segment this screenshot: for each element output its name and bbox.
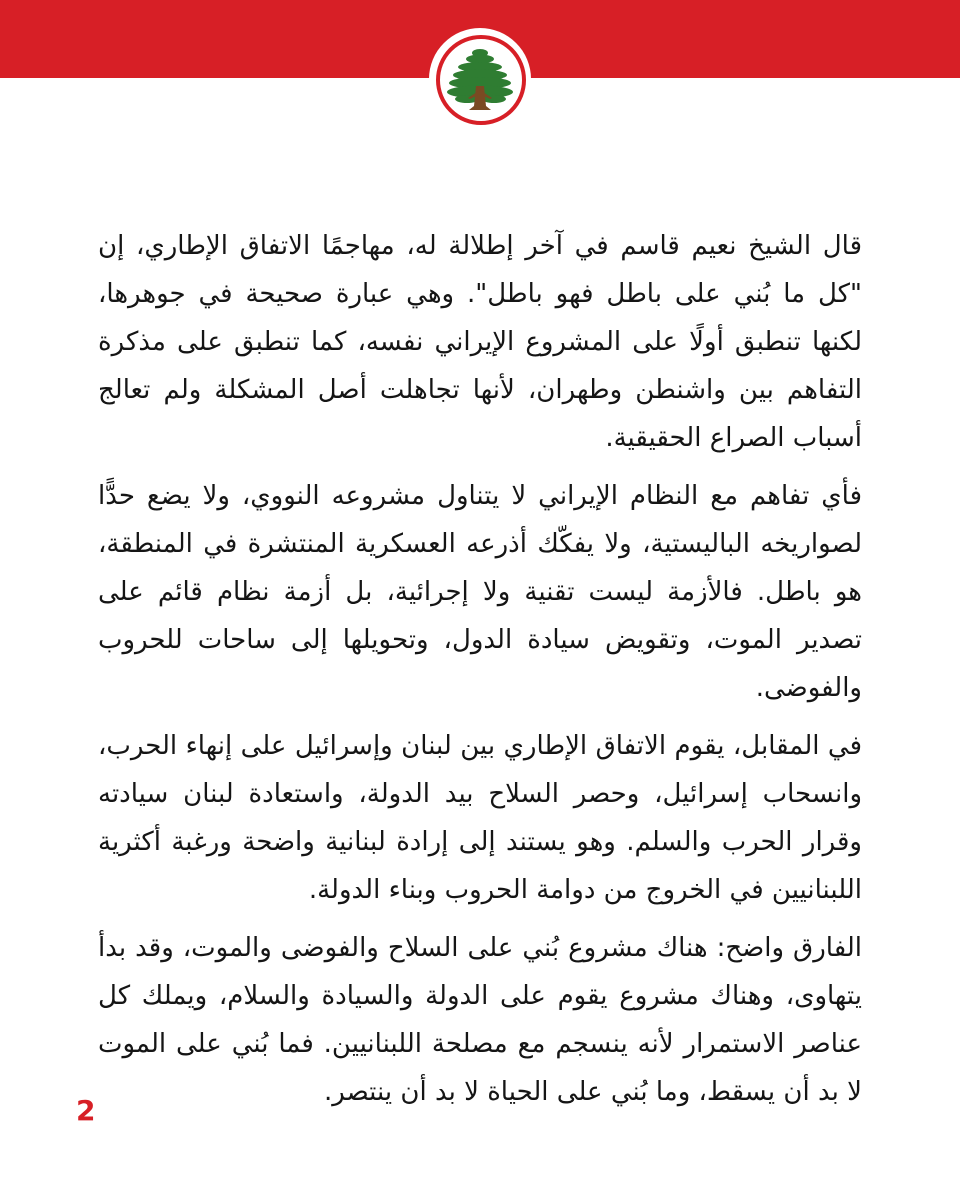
paragraph-1: قال الشيخ نعيم قاسم في آخر إطلالة له، مهاجمًا الاتفاق الإطاري، إن "كل ما بُني على باطل فهو باطل". وهي عبارة صحيحة في جوهرها، لكنها تنطبق أولًا على المشروع الإيراني نفسه، كما تنطبق على مذكرة التفاهم بين واشنطن وطهران، لأنها تجاهلت أصل المشكلة ولم تعالج أسباب الصراع الحقيقية. bbox=[98, 231, 862, 453]
paragraph-3: في المقابل، يقوم الاتفاق الإطاري بين لبنان وإسرائيل على إنهاء الحرب، وانسحاب إسرائيل، وحصر السلاح بيد الدولة، واستعادة لبنان سيادته وقرار الحرب والسلم. وهو يستند إلى إرادة لبنانية واضحة ورغبة أكثرية اللبنانيين في الخروج من دوامة الحروب وبناء الدولة. bbox=[98, 731, 862, 905]
paragraph-4: الفارق واضح: هناك مشروع بُني على السلاح والفوضى والموت، وقد بدأ يتهاوى، وهناك مشروع يقوم على الدولة والسيادة والسلام، ويملك كل عناصر الاستمرار لأنه ينسجم مع مصلحة اللبنانيين. فما بُني على الموت لا بد أن يسقط، وما بُني على الحياة لا بد أن ينتصر. bbox=[98, 933, 862, 1107]
article-body bbox=[98, 222, 862, 1126]
cedar-tree-icon bbox=[429, 28, 531, 130]
paragraph-2: فأي تفاهم مع النظام الإيراني لا يتناول مشروعه النووي، ولا يضع حدًّا لصواريخه الباليستية، ولا يفكّك أذرعه العسكرية المنتشرة في المنطقة، هو باطل. فالأزمة ليست تقنية ولا إجرائية، بل أزمة نظام قائم على تصدير الموت، وتقويض سيادة الدول، وتحويلها إلى ساحات للحروب والفوضى. bbox=[98, 481, 862, 703]
logo-emblem bbox=[429, 28, 531, 130]
page-number: 2 bbox=[76, 1094, 96, 1127]
